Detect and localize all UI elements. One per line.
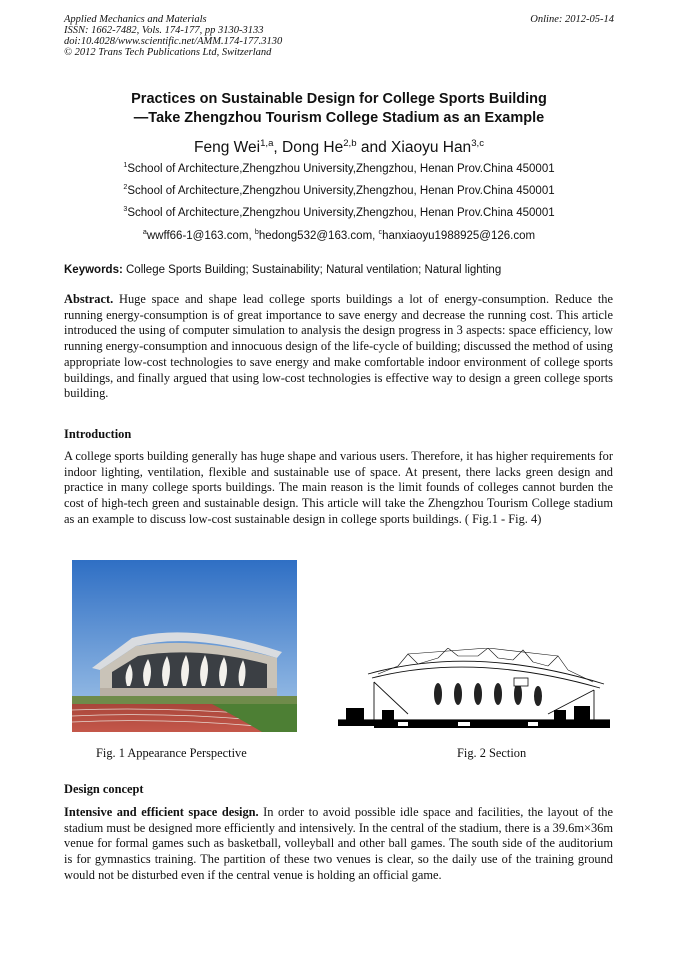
abstract-label: Abstract. bbox=[64, 292, 114, 306]
email-text: wwff66-1@163.com, bbox=[146, 230, 255, 242]
doi-line: doi:10.4028/www.scientific.net/AMM.174-177.3130 bbox=[64, 36, 283, 47]
introduction-paragraph: A college sports building generally has huge shape and various users. Therefore, it has higher requirements for indoor lighting, ventilation, flexible and sustainable use of space. At present, there lacks green design and practice in many college sports buildings. The main reason is the limit founds of colleges cannot burden the cost of high-tech green and sustainable design. This article will take the Zhengzhou Tourism College stadium as an example to discuss low-cost sustainable design in college sports buildings. ( Fig.1 - Fig. 4) bbox=[64, 449, 613, 526]
email-text: hanxiaoyu1988925@126.com bbox=[382, 230, 536, 242]
email-sup: a bbox=[142, 228, 147, 237]
email-list bbox=[0, 230, 678, 242]
keywords bbox=[64, 264, 624, 276]
introduction-heading: Introduction bbox=[64, 427, 132, 441]
figure-1-appearance-photo bbox=[72, 560, 297, 732]
email-sup: b bbox=[254, 228, 259, 237]
design-concept-paragraph bbox=[64, 805, 613, 884]
author-sup: 3,c bbox=[471, 137, 484, 149]
abstract-text: Huge space and shape lead college sports buildings a lot of energy-consumption. Reduce the running energy-consumption is of great importance to save energy and decrease the running cost. This article introduced the using of computer simulation to analysis the design progress in 3 aspects: space efficiency, low running energy-consumption and innocuous design of the life-cycle of building; discussed the method of using appropriate low-cost technologies to save energy and make comfortable indoor environment of college sports buildings, and finally argued that using low-cost technologies is effective way to design a green college sports building. bbox=[64, 292, 613, 401]
title-line-2: —Take Zhengzhou Tourism College Stadium as an Example bbox=[133, 110, 545, 126]
affiliation-text: School of Architecture,Zhengzhou University,Zhengzhou, Henan Prov.China 450001 bbox=[127, 207, 555, 219]
journal-header bbox=[64, 14, 282, 58]
paper-title bbox=[0, 90, 678, 128]
author-separator: , bbox=[273, 139, 283, 156]
affiliation bbox=[0, 185, 678, 197]
affiliation bbox=[0, 163, 678, 175]
figure-2-caption: Fig. 2 Section bbox=[457, 746, 527, 760]
design-concept-text: In order to avoid possible idle space and facilities, the layout of the stadium must be designed more efficiently and intensively. In the central of the stadium, there is a 39.6m×36m venue for formal games such as basketball, volleyball and other ball games. The south side of the auditorium is for gymnastics training. The partition of these two venues is clear, so the daily use of the training ground would not be disturbed even if the central venue is holding an official game. bbox=[64, 805, 613, 882]
issn-line: ISSN: 1662-7482, Vols. 174-177, pp 3130-3133 bbox=[64, 25, 264, 36]
keywords-label: Keywords: bbox=[64, 264, 123, 276]
affiliation-num: 2 bbox=[123, 183, 128, 192]
affiliation-text: School of Architecture,Zhengzhou University,Zhengzhou, Henan Prov.China 450001 bbox=[127, 185, 555, 197]
design-concept-lead: Intensive and efficient space design. bbox=[64, 805, 259, 819]
online-date-text: Online: 2012-05-14 bbox=[530, 14, 614, 25]
copyright-line: © 2012 Trans Tech Publications Ltd, Switzerland bbox=[64, 47, 272, 58]
affiliation-num: 3 bbox=[123, 205, 128, 214]
abstract bbox=[64, 292, 613, 402]
online-date bbox=[530, 14, 614, 25]
author-sup: 2,b bbox=[343, 137, 357, 149]
affiliation bbox=[0, 207, 678, 219]
affiliation-num: 1 bbox=[123, 161, 128, 170]
title-line-1: Practices on Sustainable Design for College Sports Building bbox=[131, 91, 547, 107]
figure-1-caption: Fig. 1 Appearance Perspective bbox=[96, 746, 247, 760]
design-concept-heading: Design concept bbox=[64, 782, 144, 796]
author-name: Dong He bbox=[282, 139, 344, 156]
affiliation-text: School of Architecture,Zhengzhou University,Zhengzhou, Henan Prov.China 450001 bbox=[127, 163, 555, 175]
figure-2-section-drawing bbox=[338, 648, 610, 732]
keywords-text: College Sports Building; Sustainability; Natural ventilation; Natural lighting bbox=[122, 264, 502, 276]
author-sup: 1,a bbox=[260, 137, 274, 149]
email-sup: c bbox=[378, 228, 383, 237]
journal-name: Applied Mechanics and Materials bbox=[64, 14, 207, 25]
author-name: Xiaoyu Han bbox=[391, 139, 472, 156]
email-text: hedong532@163.com, bbox=[258, 230, 379, 242]
author-name: Feng Wei bbox=[194, 139, 261, 156]
author-list bbox=[0, 139, 678, 157]
author-separator: and bbox=[356, 139, 392, 156]
